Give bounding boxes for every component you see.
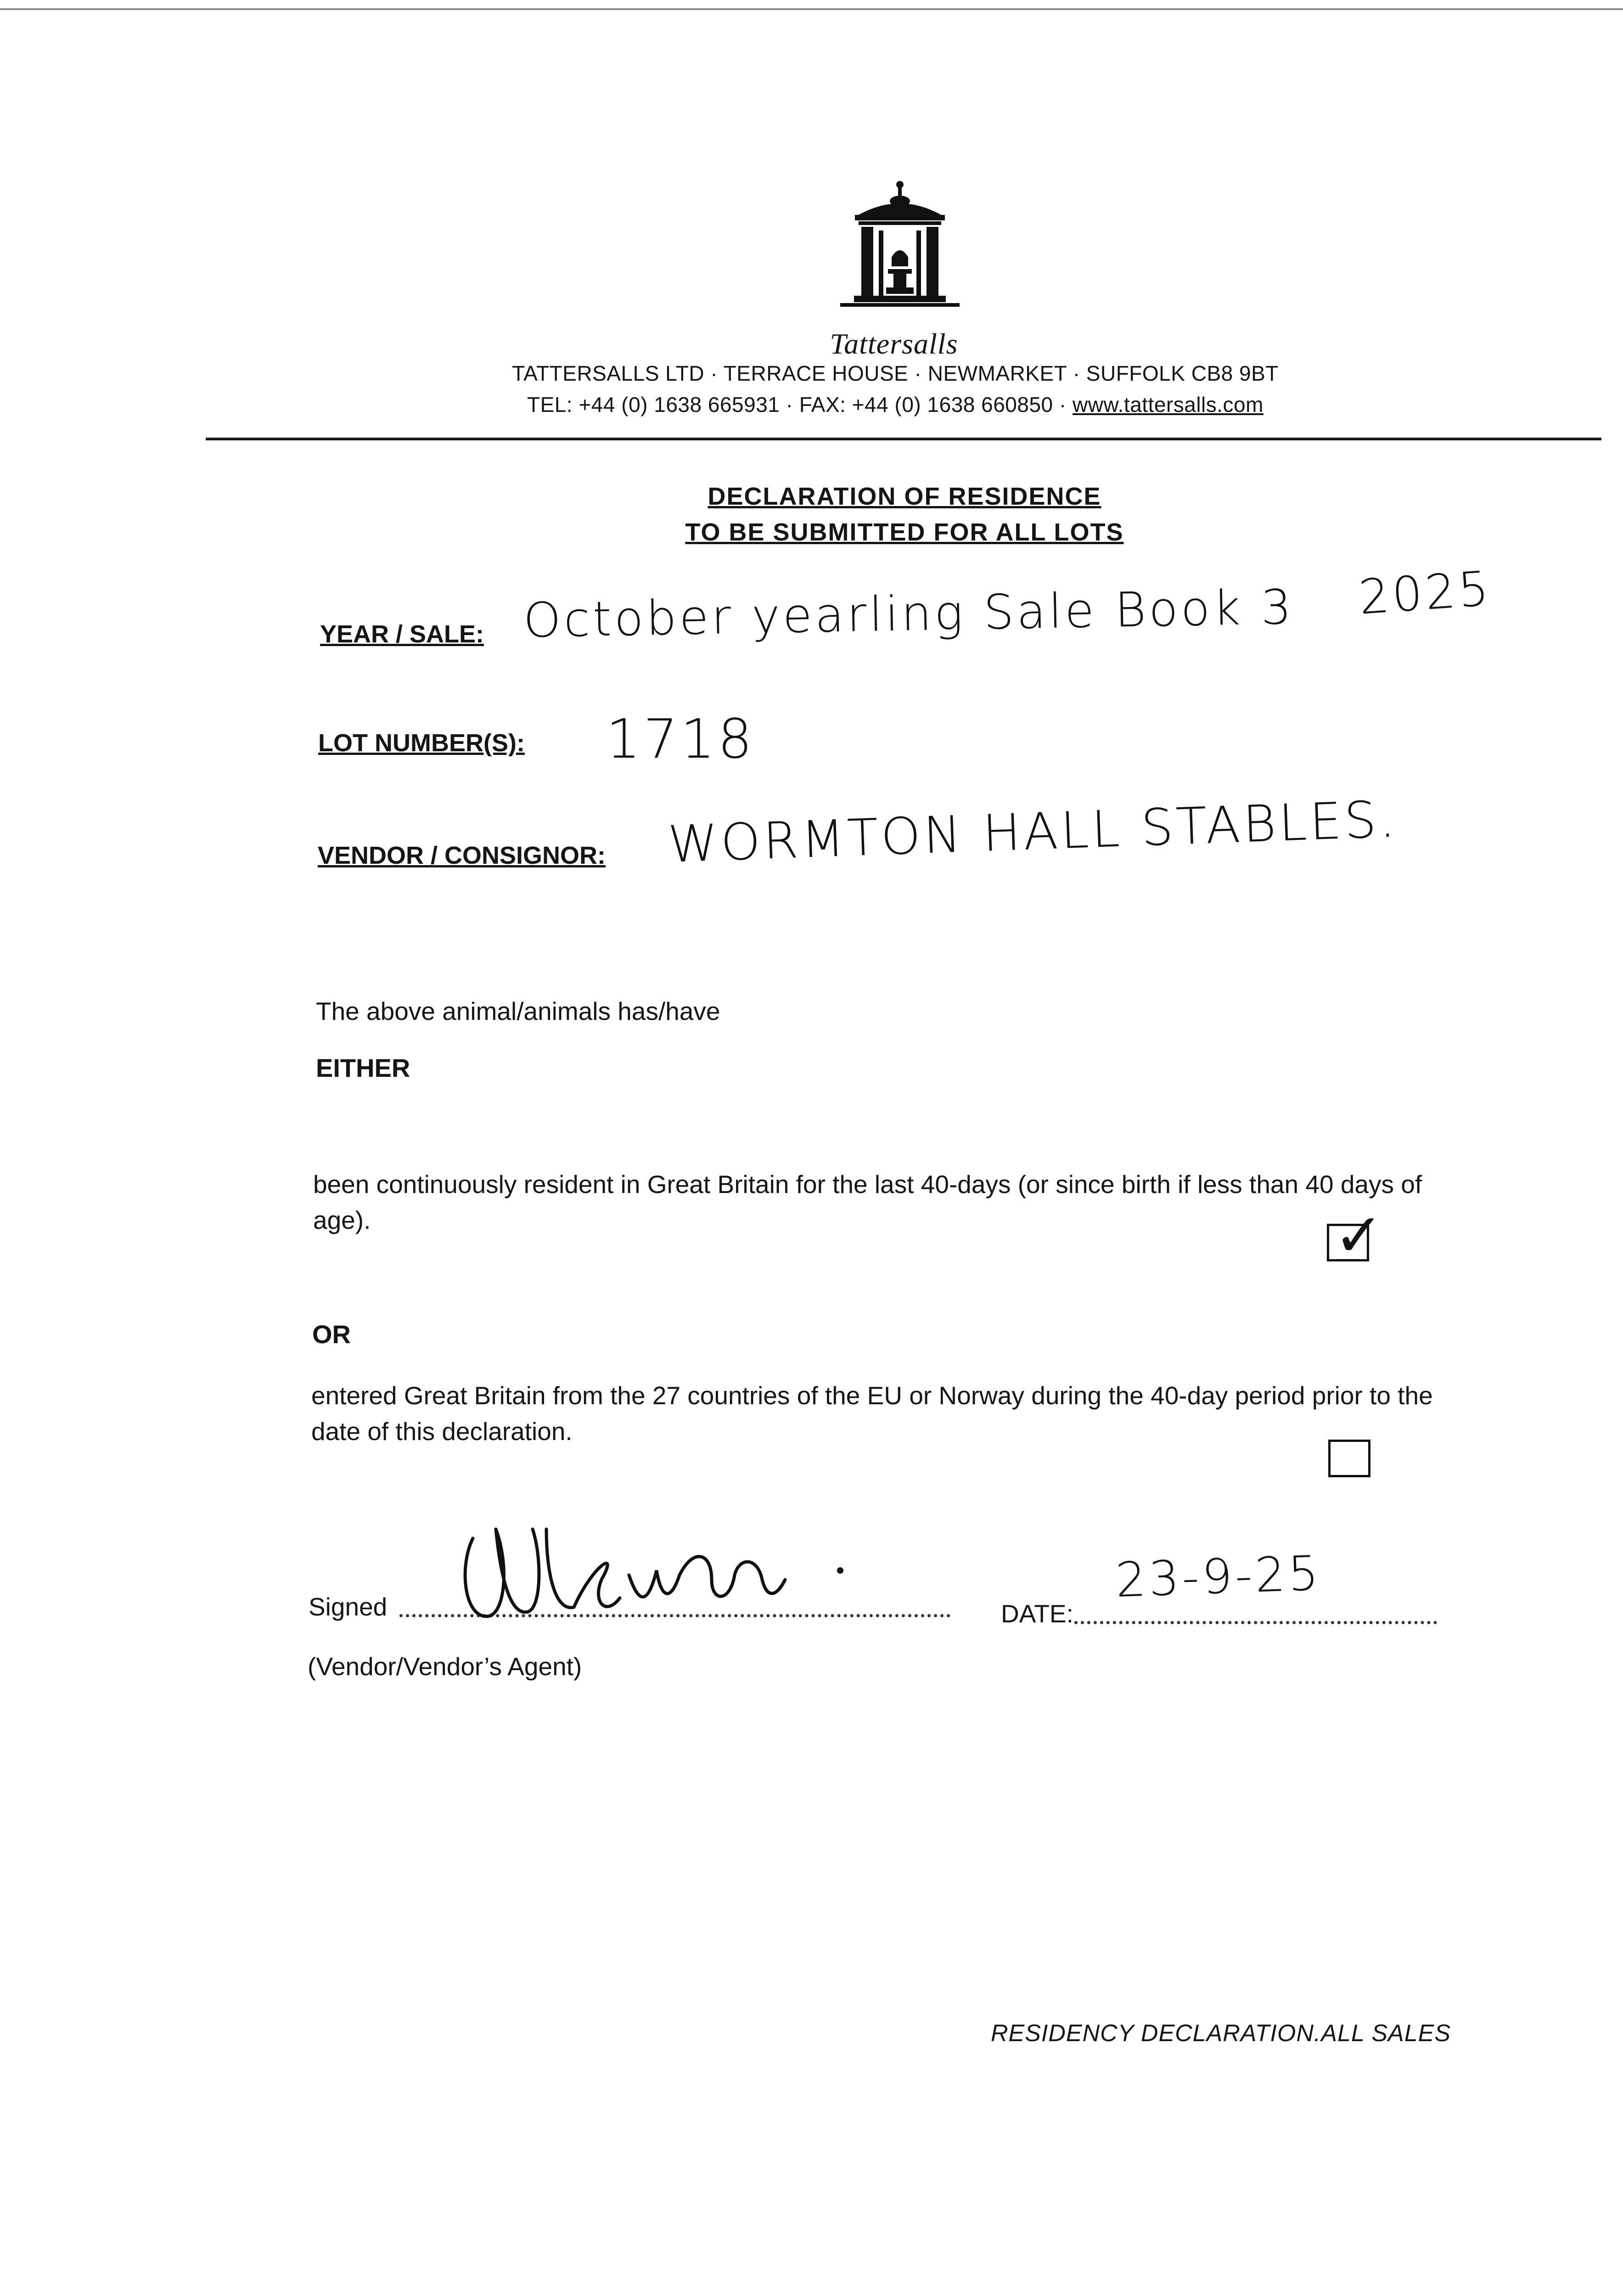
option-entered-gb-text: entered Great Britain from the 27 countries of the EU or Norway during the 40-day period prior to the date of this declaration. (311, 1381, 1433, 1446)
form-footer-name: RESIDENCY DECLARATION.ALL SALES (990, 2020, 1451, 2047)
lot-number-value[interactable]: 1718 (606, 707, 755, 771)
company-contact (367, 392, 1423, 417)
year-sale-label: YEAR / SALE: (320, 620, 484, 648)
header-divider (206, 438, 1601, 440)
vendor-consignor-label: VENDOR / CONSIGNOR: (318, 842, 606, 869)
declaration-intro: The above animal/animals has/have (316, 997, 720, 1025)
signature-icon[interactable] (455, 1511, 859, 1630)
checkmark-icon: ✓ (1334, 1202, 1384, 1269)
signed-label: Signed (309, 1593, 387, 1621)
contact-phone-fax: TEL: +44 (0) 1638 665931 · FAX: +44 (0) 1638 660850 · (527, 393, 1073, 416)
either-label: EITHER (316, 1053, 410, 1082)
date-line (1074, 1621, 1437, 1624)
website-link[interactable]: www.tattersalls.com (1073, 393, 1264, 416)
year-value[interactable]: 2025 (1357, 560, 1494, 625)
brand-name: Tattersalls (830, 327, 958, 360)
form-subtitle: TO BE SUBMITTED FOR ALL LOTS (685, 518, 1124, 546)
option-continuous-residence-text: been continuously resident in Great Britain for the last 40-days (or since birth if less than 40 days of age). (313, 1170, 1422, 1234)
year-sale-value[interactable]: October yearling Sale Book 3 (522, 579, 1295, 648)
or-label: OR (312, 1320, 351, 1349)
form-title: DECLARATION OF RESIDENCE (708, 483, 1101, 510)
option-entered-gb-checkbox[interactable] (1328, 1440, 1370, 1477)
date-label: DATE: (1001, 1599, 1073, 1628)
scan-edge-line (0, 8, 1623, 10)
vendor-consignor-value[interactable]: WORMTON HALL STABLES. (667, 789, 1399, 874)
tattersalls-logo-icon (840, 179, 960, 331)
company-address: TATTERSALLS LTD · TERRACE HOUSE · NEWMARKET · SUFFOLK CB8 9BT (512, 361, 1279, 385)
date-value[interactable]: 23-9-25 (1114, 1545, 1322, 1608)
signer-role: (Vendor/Vendor’s Agent) (308, 1652, 582, 1681)
lot-number-label: LOT NUMBER(S): (318, 729, 525, 757)
